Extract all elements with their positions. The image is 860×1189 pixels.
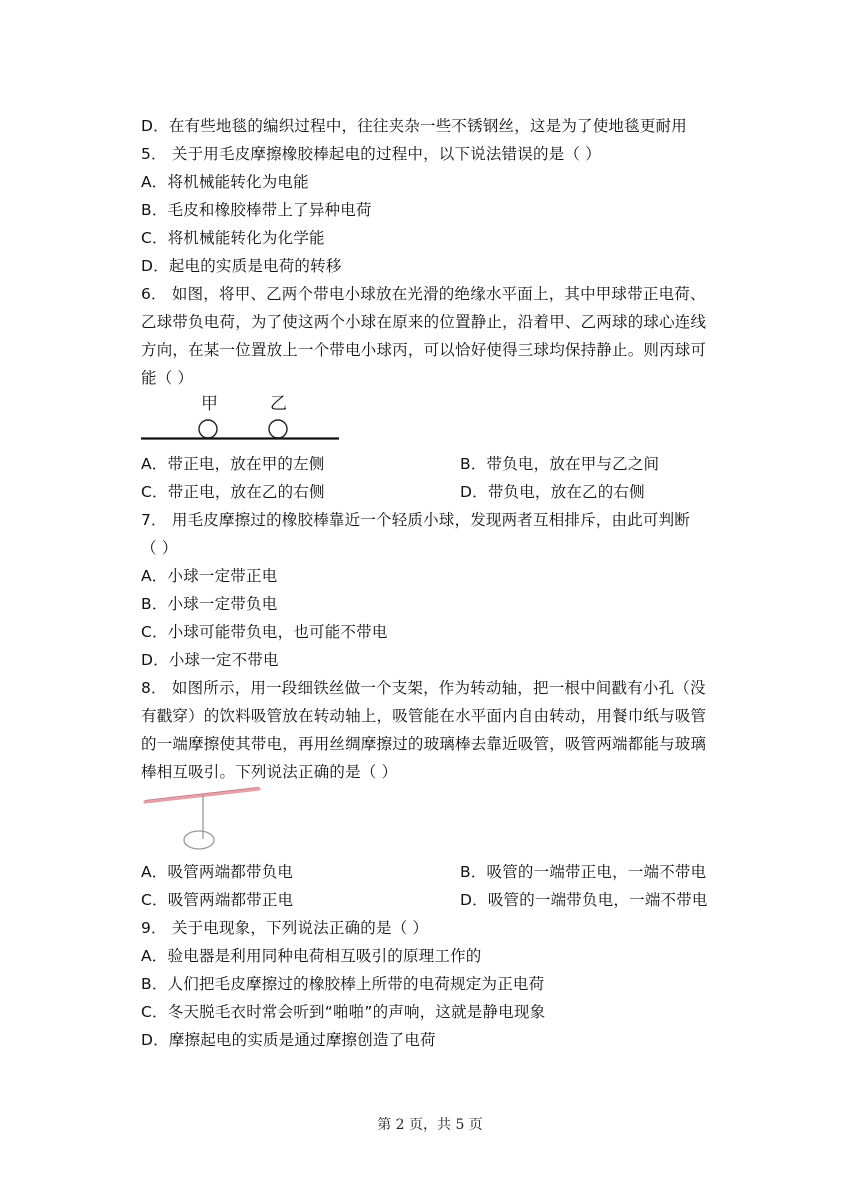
- q5-option-c: C．将机械能转化为化学能: [141, 229, 325, 247]
- q5-option-b: B．毛皮和橡胶棒带上了异种电荷: [141, 201, 372, 219]
- q9-stem: 9． 关于电现象，下列说法正确的是（ ）: [141, 919, 429, 937]
- q6-stem-line4: 能（ ）: [141, 369, 194, 387]
- q7-stem-line2: （ ）: [141, 539, 178, 557]
- q6-label-yi: 乙: [270, 394, 287, 414]
- q6-ball-jia: [199, 420, 217, 438]
- q6-label-jia: 甲: [201, 394, 218, 414]
- q9-option-b: B．人们把毛皮摩擦过的橡胶棒上所带的电荷规定为正电荷: [141, 975, 545, 993]
- page-footer: 第 2 页，共 5 页: [377, 1117, 483, 1133]
- q8-option-d: D．吸管的一端带负电，一端不带电: [460, 891, 708, 909]
- q5-option-a: A．将机械能转化为电能: [141, 173, 309, 191]
- q8-stem-line2: 有戳穿）的饮料吸管放在转动轴上，吸管能在水平面内自由转动，用餐巾纸与吸管: [141, 707, 707, 725]
- q6-option-b: B．带负电，放在甲与乙之间: [460, 455, 660, 473]
- q6-figure: [141, 392, 341, 444]
- q7-option-a: A．小球一定带正电: [141, 567, 278, 585]
- q8-figure: [141, 783, 266, 855]
- q8-stem-line3: 的一端摩擦使其带电，再用丝绸摩擦过的玻璃棒去靠近吸管，吸管两端都能与玻璃: [141, 735, 707, 753]
- q6-option-d: D．带负电，放在乙的右侧: [460, 483, 645, 501]
- q6-option-c: C．带正电，放在乙的右侧: [141, 483, 325, 501]
- q9-option-a: A．验电器是利用同种电荷相互吸引的原理工作的: [141, 947, 482, 965]
- q8-straw: [145, 789, 259, 802]
- q5-stem: 5． 关于用毛皮摩擦橡胶棒起电的过程中，以下说法错误的是（ ）: [141, 145, 601, 163]
- q8-option-c: C．吸管两端都带正电: [141, 891, 294, 909]
- q8-option-b: B．吸管的一端带正电，一端不带电: [460, 863, 707, 881]
- q6-ball-yi: [269, 420, 287, 438]
- q6-stem-line3: 方向，在某一位置放上一个带电小球丙，可以恰好使得三球均保持静止。则丙球可: [141, 341, 707, 359]
- q9-option-c: C．冬天脱毛衣时常会听到“啪啪”的声响，这就是静电现象: [141, 1003, 546, 1021]
- q7-stem-line1: 7． 用毛皮摩擦过的橡胶棒靠近一个轻质小球，发现两者互相排斥，由此可判断: [141, 511, 690, 529]
- q5-option-d: D．起电的实质是电荷的转移: [141, 257, 342, 275]
- q6-stem-line1: 6． 如图，将甲、乙两个带电小球放在光滑的绝缘水平面上，其中甲球带正电荷、: [141, 285, 706, 303]
- q8-stand-base: [184, 831, 214, 849]
- q4-option-d: D．在有些地毯的编织过程中，往往夹杂一些不锈钢丝，这是为了使地毯更耐用: [141, 117, 687, 135]
- q6-stem-line2: 乙球带负电荷，为了使这两个小球在原来的位置静止，沿着甲、乙两球的球心连线: [141, 313, 707, 331]
- q8-straw-edge: [145, 787, 259, 800]
- q7-option-b: B．小球一定带负电: [141, 595, 278, 613]
- q7-option-d: D．小球一定不带电: [141, 651, 279, 669]
- q8-option-a: A．吸管两端都带负电: [141, 863, 294, 881]
- q6-option-a: A．带正电，放在甲的左侧: [141, 455, 325, 473]
- q8-stem-line4: 棒相互吸引。下列说法正确的是（ ）: [141, 763, 398, 781]
- q8-stem-line1: 8． 如图所示，用一段细铁丝做一个支架，作为转动轴，把一根中间戳有小孔（没: [141, 679, 706, 697]
- q7-option-c: C．小球可能带负电，也可能不带电: [141, 623, 388, 641]
- q9-option-d: D．摩擦起电的实质是通过摩擦创造了电荷: [141, 1031, 436, 1049]
